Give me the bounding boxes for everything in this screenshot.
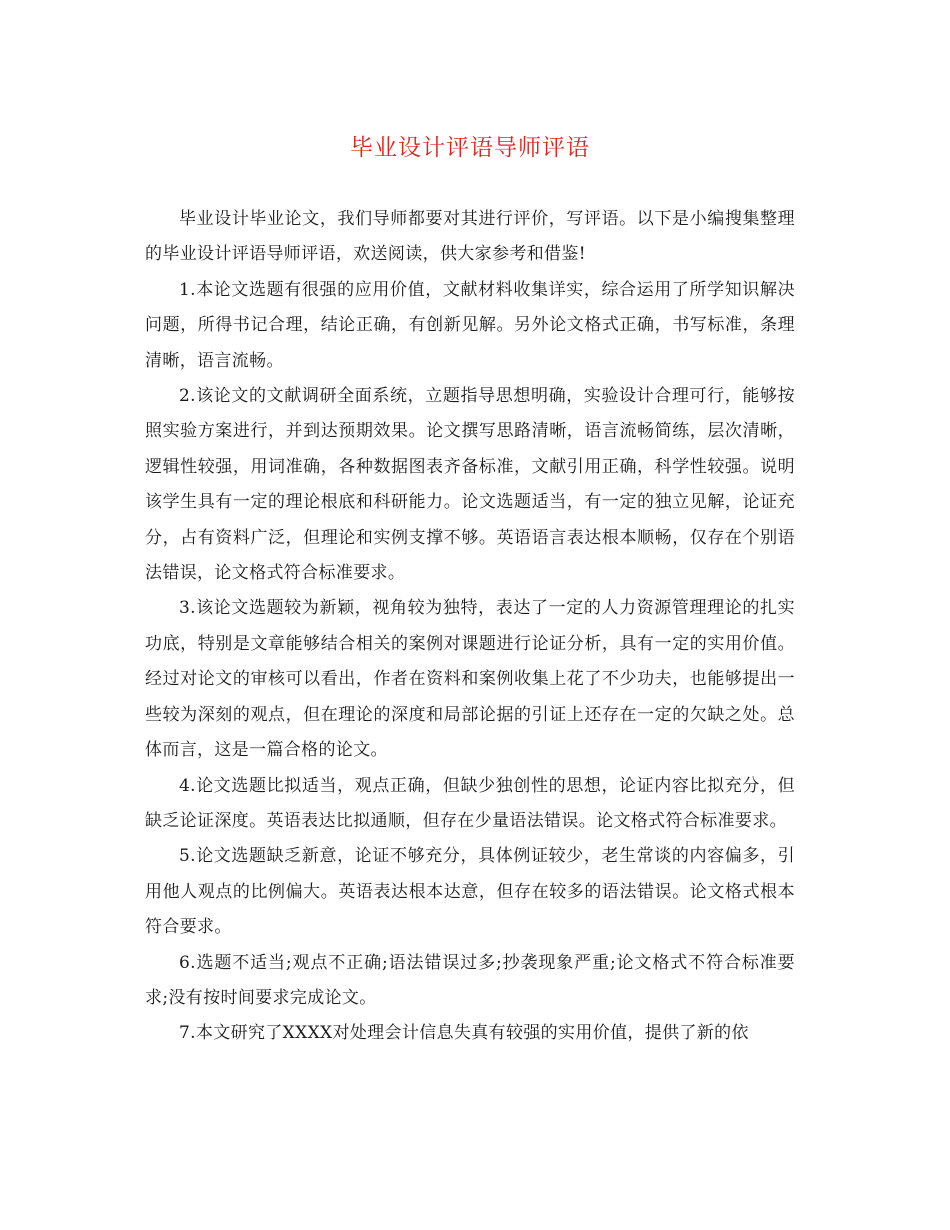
paragraph-comment-6: 6.选题不适当;观点不正确;语法错误过多;抄袭现象严重;论文格式不符合标准要求;没有按时间要求完成论文。 [145,952,795,1008]
document-page [145,0,795,1230]
paragraph-intro: 毕业设计毕业论文，我们导师都要对其进行评价，写评语。以下是小编搜集整理的毕业设计评语导师评语，欢送阅读，供大家参考和借鉴! [145,209,795,265]
document-title: 毕业设计评语导师评语 [350,135,590,161]
paragraph-comment-3: 3.该论文选题较为新颖，视角较为独特，表达了一定的人力资源管理理论的扎实功底，特别是文章能够结合相关的案例对课题进行论证分析，具有一定的实用价值。经过对论文的审核可以看出，作者在资料和案例收集上花了不少功夫，也能够提出一些较为深刻的观点，但在理论的深度和局部论据的引证上还存在一定的欠缺之处。总体而言，这是一篇合格的论文。 [145,598,795,761]
paragraph-comment-5: 5.论文选题缺乏新意，论证不够充分，具体例证较少，老生常谈的内容偏多，引用他人观点的比例偏大。英语表达根本达意，但存在较多的语法错误。论文格式根本符合要求。 [145,846,795,938]
paragraph-comment-1: 1.本论文选题有很强的应用价值，文献材料收集详实，综合运用了所学知识解决问题，所得书记合理，结论正确，有创新见解。另外论文格式正确，书写标准，条理清晰，语言流畅。 [145,279,795,371]
paragraph-comment-2: 2.该论文的文献调研全面系统，立题指导思想明确，实验设计合理可行，能够按照实验方案进行，并到达预期效果。论文撰写思路清晰，语言流畅简练，层次清晰，逻辑性较强，用词准确，各种数据图表齐备标准，文献引用正确，科学性较强。说明该学生具有一定的理论根底和科研能力。论文选题适当，有一定的独立见解，论证充分，占有资料广泛，但理论和实例支撑不够。英语语言表达根本顺畅，仅存在个别语法错误，论文格式符合标准要求。 [145,386,795,584]
document-body [145,202,795,1052]
paragraph-comment-4: 4.论文选题比拟适当，观点正确，但缺少独创性的思想，论证内容比拟充分，但缺乏论证深度。英语表达比拟通顺，但存在少量语法错误。论文格式符合标准要求。 [145,775,795,831]
paragraph-comment-7: 7.本文研究了XXXX对处理会计信息失真有较强的实用价值，提供了新的依 [179,1023,749,1044]
